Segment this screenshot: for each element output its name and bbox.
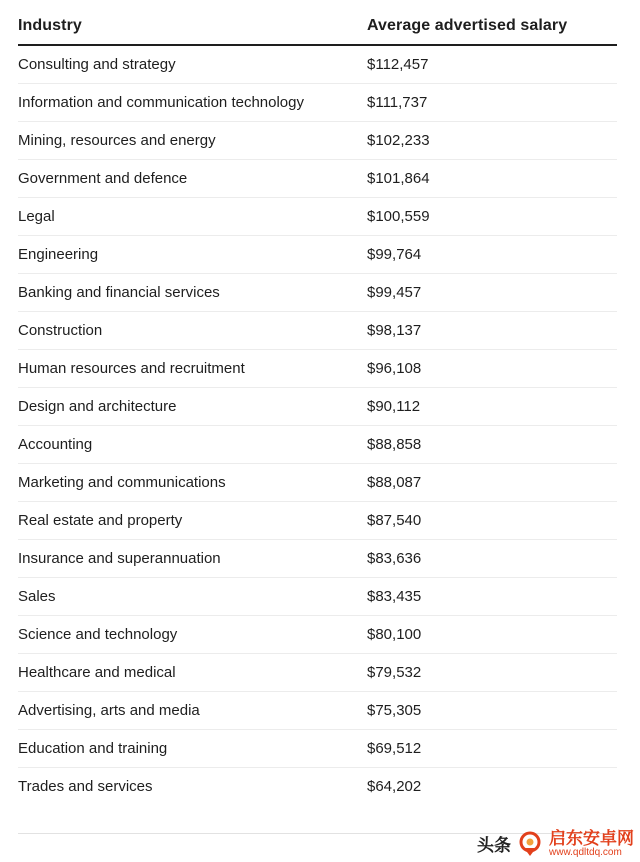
industry-cell: Accounting bbox=[18, 436, 93, 453]
salary-cell: $75,305 bbox=[367, 702, 422, 719]
column-header-salary: Average advertised salary bbox=[367, 17, 568, 34]
industry-cell: Banking and financial services bbox=[18, 284, 220, 301]
industry-cell: Real estate and property bbox=[18, 512, 183, 529]
table-row bbox=[18, 616, 617, 654]
watermark-author: 头条 bbox=[477, 836, 511, 856]
salary-cell: $88,858 bbox=[367, 436, 422, 453]
industry-cell: Trades and services bbox=[18, 778, 153, 795]
industry-cell: Science and technology bbox=[18, 626, 178, 643]
industry-cell: Engineering bbox=[18, 246, 99, 263]
table-row bbox=[18, 312, 617, 350]
watermark-site-url: www.qdltdq.com bbox=[549, 846, 622, 858]
table-row bbox=[18, 388, 617, 426]
salary-cell: $88,087 bbox=[367, 474, 422, 491]
salary-cell: $111,737 bbox=[367, 94, 428, 111]
table-row bbox=[18, 84, 617, 122]
watermark bbox=[477, 830, 634, 858]
salary-cell: $99,764 bbox=[367, 246, 422, 263]
salary-cell: $101,864 bbox=[367, 170, 430, 187]
salary-cell: $102,233 bbox=[367, 132, 430, 149]
industry-cell: Insurance and superannuation bbox=[18, 550, 221, 567]
industry-cell: Legal bbox=[18, 208, 55, 225]
industry-cell: Mining, resources and energy bbox=[18, 132, 216, 149]
table-row bbox=[18, 122, 617, 160]
salary-cell: $90,112 bbox=[367, 398, 421, 415]
column-header-industry: Industry bbox=[18, 17, 82, 34]
industry-cell: Sales bbox=[18, 588, 56, 605]
watermark-site bbox=[549, 830, 634, 858]
industry-cell: Consulting and strategy bbox=[18, 56, 176, 73]
table-row bbox=[18, 768, 617, 805]
industry-cell: Information and communication technology bbox=[18, 94, 304, 111]
industry-cell: Marketing and communications bbox=[18, 474, 226, 491]
salary-table bbox=[18, 8, 617, 805]
industry-cell: Government and defence bbox=[18, 170, 188, 187]
table-row bbox=[18, 350, 617, 388]
table-body bbox=[18, 46, 617, 805]
salary-cell: $98,137 bbox=[367, 322, 422, 339]
industry-cell: Education and training bbox=[18, 740, 168, 757]
salary-cell: $96,108 bbox=[367, 360, 422, 377]
table-row bbox=[18, 426, 617, 464]
salary-cell: $99,457 bbox=[367, 284, 422, 301]
industry-cell: Construction bbox=[18, 322, 103, 339]
table-row bbox=[18, 46, 617, 84]
table-row bbox=[18, 236, 617, 274]
salary-cell: $79,532 bbox=[367, 664, 422, 681]
table-row bbox=[18, 730, 617, 768]
table-row bbox=[18, 654, 617, 692]
watermark-site-name: 启东安卓网 bbox=[549, 828, 634, 848]
table-row bbox=[18, 540, 617, 578]
table-row bbox=[18, 578, 617, 616]
table-header bbox=[18, 8, 617, 46]
table-row bbox=[18, 692, 617, 730]
salary-cell: $83,636 bbox=[367, 550, 422, 567]
salary-cell: $83,435 bbox=[367, 588, 422, 605]
salary-cell: $112,457 bbox=[367, 56, 429, 73]
table-row bbox=[18, 198, 617, 236]
table-row bbox=[18, 502, 617, 540]
industry-cell: Healthcare and medical bbox=[18, 664, 176, 681]
salary-cell: $100,559 bbox=[367, 208, 430, 225]
salary-cell: $64,202 bbox=[367, 778, 422, 795]
salary-cell: $80,100 bbox=[367, 626, 422, 643]
table-row bbox=[18, 274, 617, 312]
salary-cell: $87,540 bbox=[367, 512, 422, 529]
industry-cell: Design and architecture bbox=[18, 398, 177, 415]
salary-cell: $69,512 bbox=[367, 740, 422, 757]
location-pin-icon bbox=[517, 831, 543, 857]
industry-cell: Advertising, arts and media bbox=[18, 702, 200, 719]
table-row bbox=[18, 160, 617, 198]
table-row bbox=[18, 464, 617, 502]
industry-cell: Human resources and recruitment bbox=[18, 360, 245, 377]
